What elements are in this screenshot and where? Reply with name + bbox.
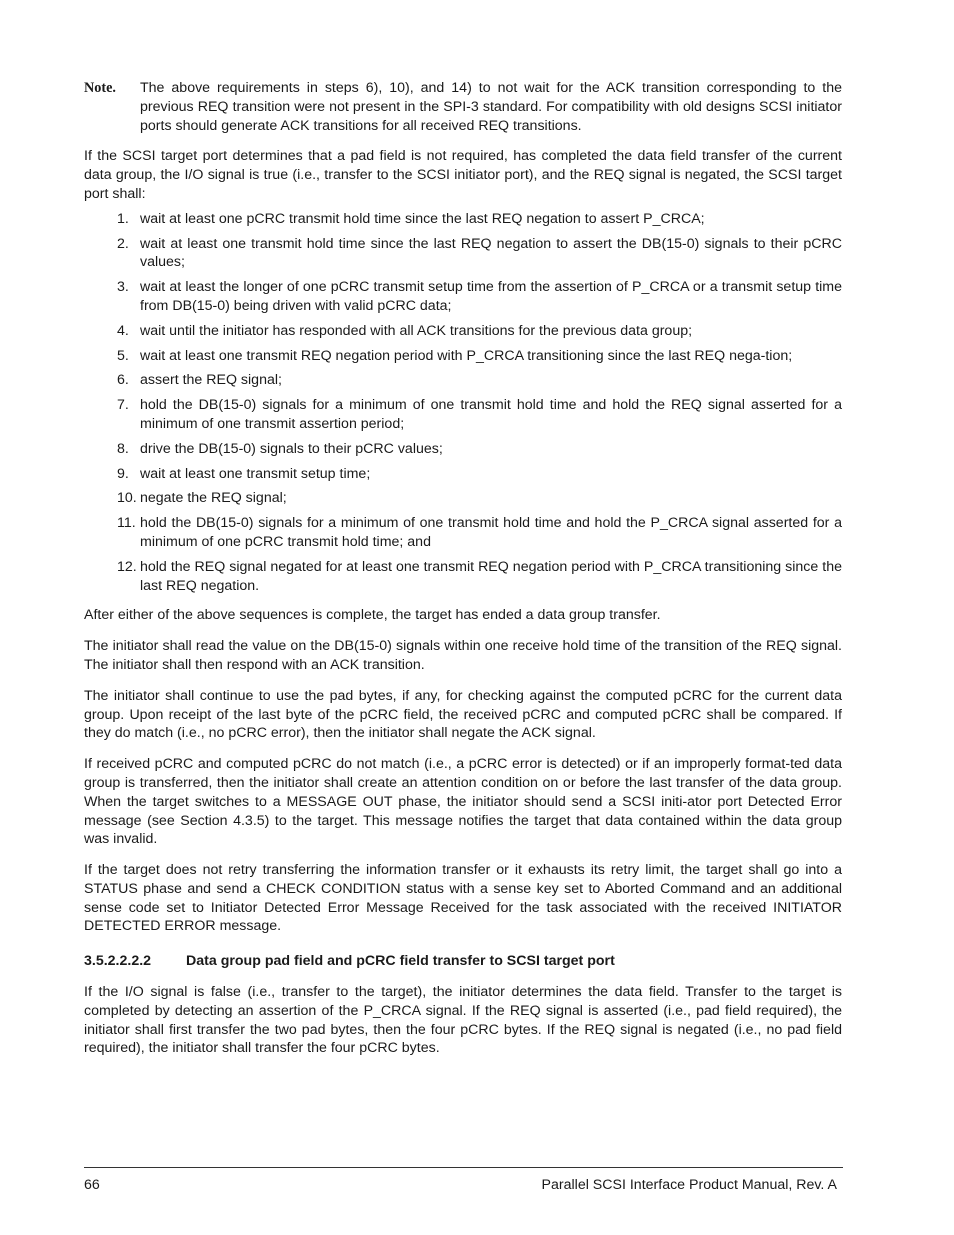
document-title: Parallel SCSI Interface Product Manual, Rev. A (541, 1177, 837, 1193)
step-text: hold the DB(15-0) signals for a minimum of one transmit hold time and hold the REQ signal asserted for a minimum of one transmit assertion period; (140, 397, 842, 432)
step-text: wait at least one transmit hold time since the last REQ negation to assert the DB(15-0) signals to their pCRC values; (140, 235, 842, 271)
step-text: drive the DB(15-0) signals to their pCRC values; (140, 440, 443, 457)
list-item (84, 210, 842, 229)
step-number: 3. (117, 279, 129, 296)
list-item (84, 514, 842, 552)
body-paragraph: The initiator shall read the value on the DB(15-0) signals within one receive hold time of the transition of the REQ signal. The initiator shall then respond with an ACK transition. (84, 638, 842, 673)
step-number: 6. (117, 372, 129, 389)
body-paragraph: The initiator shall continue to use the pad bytes, if any, for checking against the computed pCRC for the current data group. Upon receipt of the last byte of the pCRC field, the received pCRC and computed pCRC shall be compared. If they do match (i.e., no pCRC error), then the initiator shall negate the ACK signal. (84, 687, 842, 742)
section-body-paragraph: If the I/O signal is false (i.e., transfer to the target), the initiator determines the data field. Transfer to the target is completed by detecting an assertion of the P_CRCA signal. If the REQ signal is asserted (i.e., pad field required), the initiator shall first transfer the two pad bytes, then the four pCRC bytes. If the REQ signal is negated (i.e., no pad field required), the initiator shall transfer the four pCRC bytes. (84, 984, 842, 1057)
list-item (84, 396, 842, 434)
step-text: hold the REQ signal negated for at least one transmit REQ negation period with P_CRCA transitioning since the last REQ negation. (140, 558, 842, 594)
note-block (84, 79, 842, 135)
page-number: 66 (84, 1177, 100, 1193)
list-item (84, 465, 842, 484)
step-number: 9. (117, 465, 129, 482)
list-item (84, 371, 842, 390)
body-paragraph: After either of the above sequences is complete, the target has ended a data group transfer. (84, 607, 661, 624)
step-text: wait until the initiator has responded with all ACK transitions for the previous data group; (140, 322, 693, 339)
step-number: 2. (117, 235, 129, 252)
intro-paragraph: If the SCSI target port determines that a pad field is not required, has completed the data field transfer of the current data group, the I/O signal is true (i.e., transfer to the SCSI initiator port), and the REQ signal is negated, the SCSI target port shall: (84, 148, 842, 202)
step-list (84, 210, 842, 596)
step-number: 8. (117, 440, 129, 457)
list-item (84, 347, 842, 366)
step-number: 12. (117, 558, 137, 575)
step-text: wait at least one transmit REQ negation period with P_CRCA transitioning since the last REQ nega-tion; (140, 347, 793, 364)
list-item (84, 558, 842, 596)
section-number: 3.5.2.2.2.2 (84, 953, 152, 970)
note-label: Note. (84, 80, 116, 96)
list-item (84, 489, 842, 508)
step-text: wait at least the longer of one pCRC transmit setup time from the assertion of P_CRCA or a transmit setup time from DB(15-0) being driven with valid pCRC data; (140, 279, 842, 314)
note-text: The above requirements in steps 6), 10), and 14) to not wait for the ACK transition corresponding to the previous REQ transition were not present in the SPI-3 standard. For compatibility with old designs SCSI initiator ports should generate ACK transitions for all received REQ transitions. (140, 80, 842, 134)
page-body (84, 79, 842, 1070)
body-paragraph: If the target does not retry transferring the information transfer or it exhausts its retry limit, the target shall go into a STATUS phase and send a CHECK CONDITION status with a sense key set to Aborted Command and an additional sense code set to Initiator Detected Error Message Received for the task associated with the received INITIATOR DETECTED ERROR message. (84, 862, 842, 935)
list-item (84, 322, 842, 341)
step-number: 7. (117, 397, 129, 414)
step-text: wait at least one pCRC transmit hold time since the last REQ negation to assert P_CRCA; (140, 210, 705, 227)
list-item (84, 235, 842, 273)
body-paragraph: If received pCRC and computed pCRC do not match (i.e., a pCRC error is detected) or if an improperly format-ted data group is transferred, then the initiator shall create an attention condition on or before the last transfer of the data group. When the target switches to a MESSAGE OUT phase, the initiator should send a SCSI initi-ator port Detected Error message (see Section 4.3.5) to the target. This message notifies the target that data contained within the data group was invalid. (84, 756, 842, 848)
section-heading (84, 952, 842, 971)
step-text: wait at least one transmit setup time; (140, 465, 371, 482)
step-number: 11. (117, 515, 136, 532)
section-title: Data group pad field and pCRC field transfer to SCSI target port (186, 953, 615, 970)
list-item (84, 278, 842, 316)
list-item (84, 440, 842, 459)
step-text: assert the REQ signal; (140, 372, 282, 389)
step-number: 4. (117, 322, 129, 339)
step-number: 1. (117, 210, 129, 227)
step-number: 10. (117, 490, 137, 507)
step-text: negate the REQ signal; (140, 490, 287, 507)
step-text: hold the DB(15-0) signals for a minimum of one transmit hold time and hold the P_CRCA signal asserted for a minimum of one pCRC transmit hold time; and (140, 515, 842, 550)
step-number: 5. (117, 347, 129, 364)
footer-divider (84, 1167, 843, 1168)
